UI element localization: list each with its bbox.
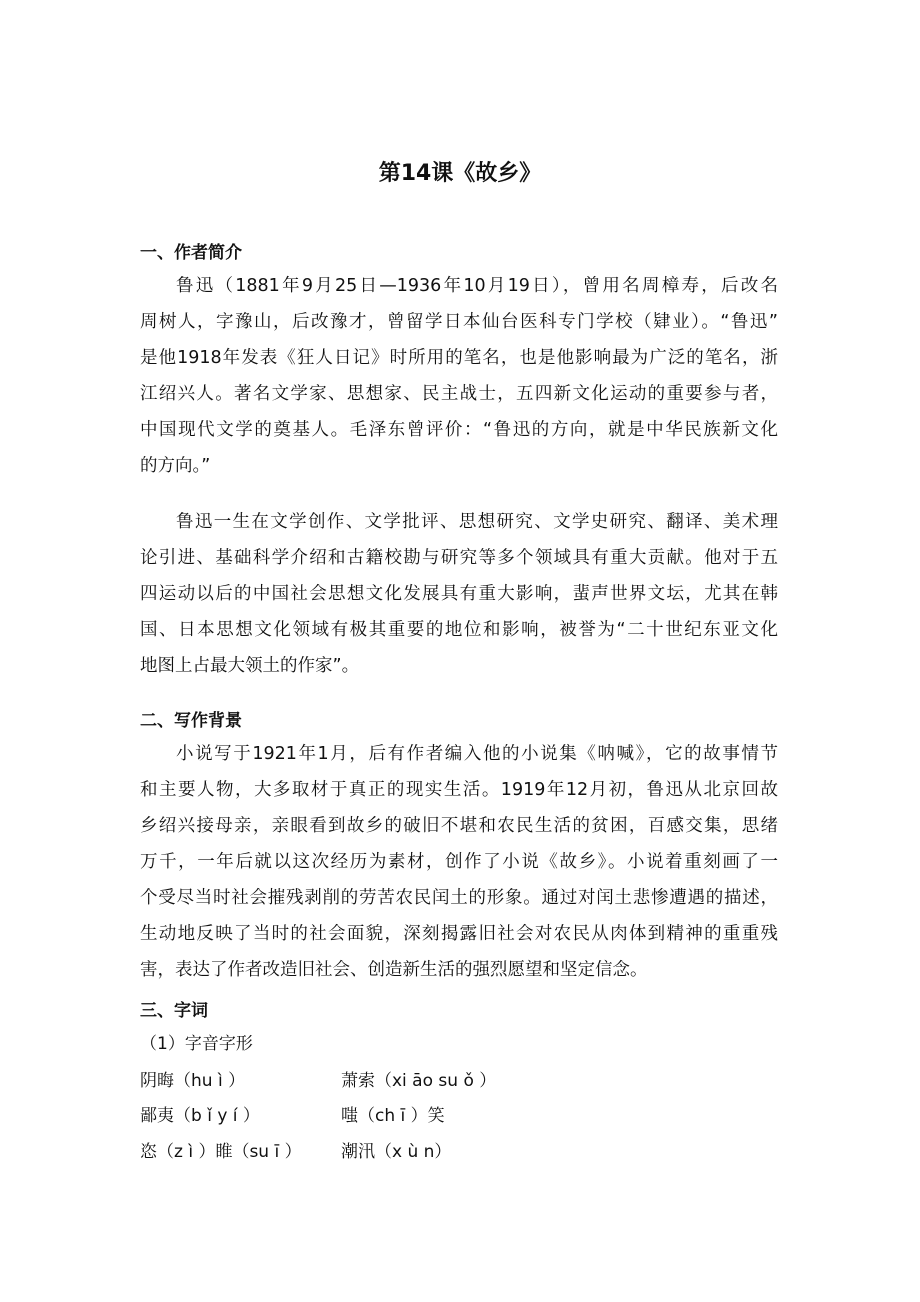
text-line: 的方向。” bbox=[140, 456, 211, 476]
page-title: 第14课《故乡》 bbox=[378, 161, 542, 186]
text-line: 生动地反映了当时的社会面貌，深刻揭露旧社会对农民从肉体到精神的重重残 bbox=[140, 924, 778, 944]
section-heading-background: 二、写作背景 bbox=[140, 711, 242, 731]
vocab-item: 萧索（xi āo su ǒ ） bbox=[341, 1071, 497, 1091]
vocab-item: 潮汛（x ù n） bbox=[341, 1142, 452, 1162]
paragraph-background bbox=[140, 736, 778, 988]
text-line: 周树人，字豫山，后改豫才，曾留学日本仙台医科专门学校（肄业）。“鲁迅” bbox=[140, 312, 778, 332]
vocab-item: 鄙夷（b ǐ y í ） bbox=[140, 1106, 260, 1126]
section-heading-vocab: 三、字词 bbox=[140, 1001, 208, 1021]
vocab-row bbox=[140, 1098, 445, 1134]
paragraph-author-contributions bbox=[140, 504, 778, 684]
vocab-item: 恣（z ì ）睢（su ī ） bbox=[140, 1142, 302, 1162]
text-line: 四运动以后的中国社会思想文化发展具有重大影响，蜚声世界文坛，尤其在韩 bbox=[140, 584, 778, 604]
text-line: 个受尽当时社会摧残剥削的劳苦农民闰土的形象。通过对闰土悲惨遭遇的描述， bbox=[140, 888, 778, 908]
text-line: 鲁迅一生在文学创作、文学批评、思想研究、文学史研究、翻译、美术理 bbox=[176, 512, 778, 532]
text-line: 小说写于1921年1月，后有作者编入他的小说集《呐喊》，它的故事情节 bbox=[176, 744, 778, 764]
vocab-item: 嗤（ch ī ）笑 bbox=[341, 1106, 445, 1126]
text-line: 地图上占最大领土的作家”。 bbox=[140, 656, 360, 676]
vocab-row bbox=[140, 1063, 497, 1099]
text-line: 和主要人物，大多取材于真正的现实生活。1919年12月初，鲁迅从北京回故 bbox=[140, 780, 778, 800]
text-line: 鲁迅（1881年9月25日—1936年10月19日），曾用名周樟寿，后改名 bbox=[176, 276, 778, 296]
text-line: 中国现代文学的奠基人。毛泽东曾评价：“鲁迅的方向，就是中华民族新文化 bbox=[140, 420, 778, 440]
section-heading-author: 一、作者简介 bbox=[140, 243, 242, 263]
vocab-row bbox=[140, 1134, 452, 1170]
text-line: 乡绍兴接母亲，亲眼看到故乡的破旧不堪和农民生活的贫困，百感交集，思绪 bbox=[140, 816, 778, 836]
text-line: 论引进、基础科学介绍和古籍校勘与研究等多个领域具有重大贡献。他对于五 bbox=[140, 548, 778, 568]
text-line: 江绍兴人。著名文学家、思想家、民主战士，五四新文化运动的重要参与者， bbox=[140, 384, 778, 404]
text-line: 害，表达了作者改造旧社会、创造新生活的强烈愿望和坚定信念。 bbox=[140, 960, 648, 980]
text-line: 是他1918年发表《狂人日记》时所用的笔名，也是他影响最为广泛的笔名，浙 bbox=[140, 348, 778, 368]
vocab-subheading: （1）字音字形 bbox=[140, 1034, 253, 1054]
vocab-item: 阴晦（hu ì ） bbox=[140, 1071, 246, 1091]
text-line: 万千，一年后就以这次经历为素材，创作了小说《故乡》。小说着重刻画了一 bbox=[140, 852, 778, 872]
paragraph-author-bio bbox=[140, 268, 778, 484]
text-line: 国、日本思想文化领域有极其重要的地位和影响，被誉为“二十世纪东亚文化 bbox=[140, 620, 778, 640]
